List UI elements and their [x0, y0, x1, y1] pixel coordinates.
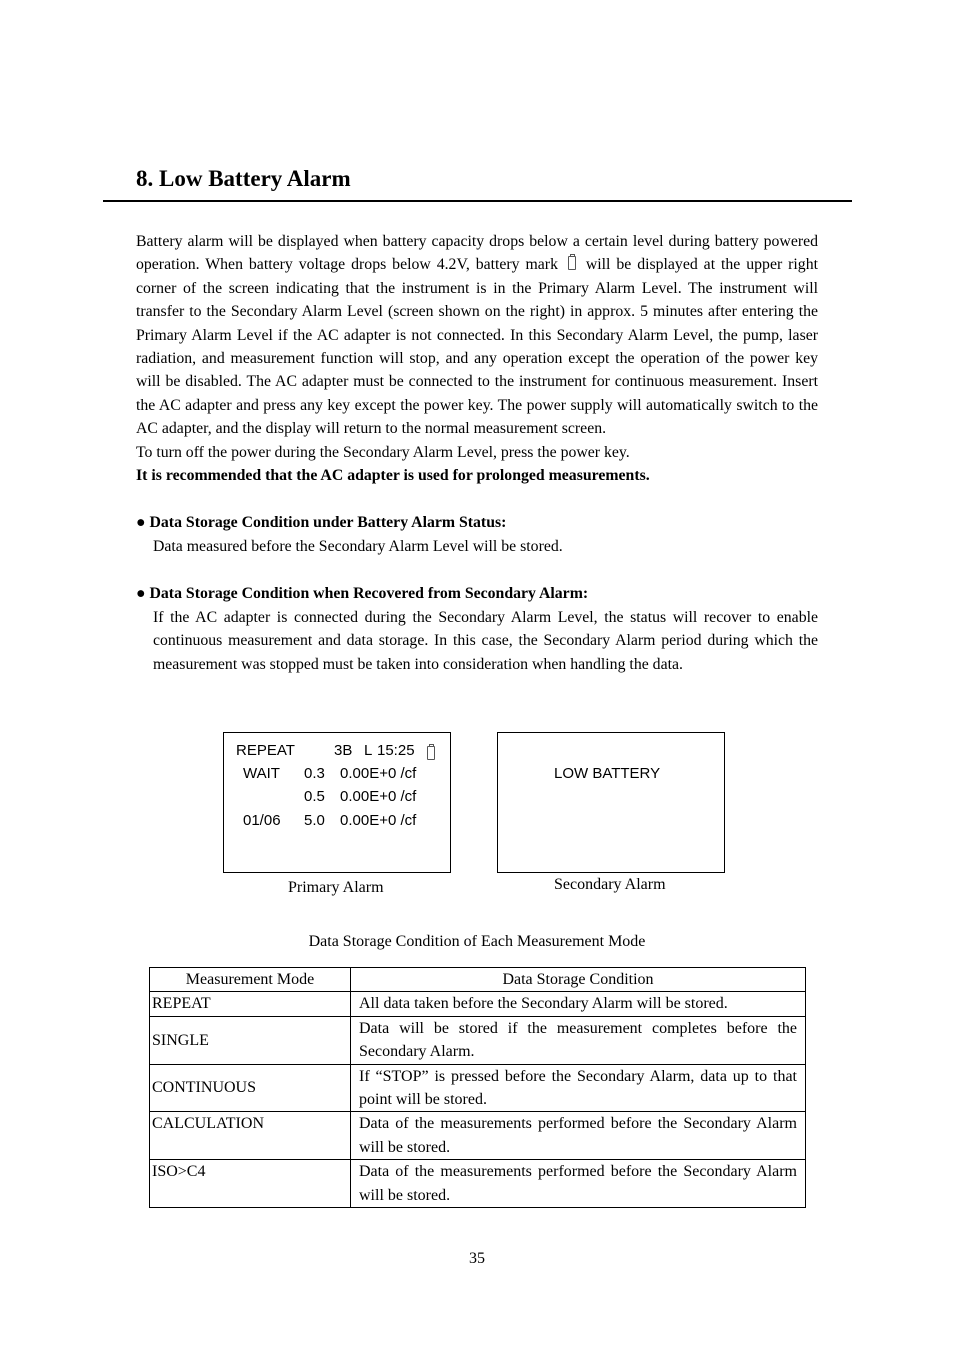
- table-row: [150, 992, 806, 1016]
- primary-alarm-caption: Primary Alarm: [288, 879, 384, 896]
- battery-icon: [568, 256, 576, 270]
- screen-status: WAIT: [243, 765, 280, 782]
- mode-cell: CALCULATION: [150, 1112, 351, 1160]
- table-header: Data Storage Condition: [351, 968, 806, 992]
- screen-value: 0.00E+0 /cf: [340, 788, 417, 805]
- primary-alarm-screen: [223, 732, 451, 873]
- secondary-alarm-screen: [497, 732, 725, 873]
- battery-icon: [427, 746, 435, 760]
- page-number: 35: [469, 1250, 485, 1267]
- intro-text-1: Battery alarm will be displayed when battery capacity drops below a certain level during battery powered operation. When battery voltage drops below 4.2V, battery mark: [136, 233, 818, 274]
- table-row: [150, 1016, 806, 1064]
- table-row: [150, 1064, 806, 1112]
- recommendation-note: It is recommended that the AC adapter is used for prolonged measurements.: [136, 467, 650, 485]
- condition-cell: All data taken before the Secondary Alarm will be stored.: [351, 992, 806, 1016]
- screen-size: 0.3: [304, 765, 325, 782]
- screen-size: 0.5: [304, 788, 325, 805]
- bullet-icon: ●: [136, 514, 146, 532]
- screen-time: 15:25: [377, 742, 415, 759]
- table-header-row: [150, 968, 806, 992]
- section-title: 8. Low Battery Alarm: [136, 166, 351, 191]
- screen-channel: 3B: [334, 742, 353, 759]
- body-text: [136, 230, 818, 676]
- screen-value: 0.00E+0 /cf: [340, 812, 417, 829]
- screen-mode: REPEAT: [236, 742, 295, 759]
- table-row: [150, 1160, 806, 1208]
- screen-flag: L: [364, 742, 373, 759]
- condition-cell: Data of the measurements performed before the Secondary Alarm will be stored.: [351, 1160, 806, 1208]
- condition-cell: If “STOP” is pressed before the Secondary Alarm, data up to that point will be stored.: [351, 1064, 806, 1112]
- screen-date: 01/06: [243, 812, 281, 829]
- screen-value: 0.00E+0 /cf: [340, 765, 417, 782]
- intro-paragraph: [136, 230, 818, 441]
- bullet-text: If the AC adapter is connected during the Secondary Alarm Level, the status will recover to enable continuous measurement and data storage. In this case, the Secondary Alarm period during which the measurement was stopped must be taken into consideration when handling the data.: [153, 608, 818, 673]
- bullet-text: Data measured before the Secondary Alarm Level will be stored.: [153, 537, 563, 555]
- bullet-heading: ● Data Storage Condition under Battery Alarm Status:: [136, 514, 507, 532]
- condition-cell: Data of the measurements performed before the Secondary Alarm will be stored.: [351, 1112, 806, 1160]
- secondary-alarm-caption: Secondary Alarm: [554, 876, 666, 893]
- title-rule: [103, 200, 852, 202]
- table-header: Measurement Mode: [150, 968, 351, 992]
- power-off-note: To turn off the power during the Secondary Alarm Level, press the power key.: [136, 443, 630, 461]
- condition-cell: Data will be stored if the measurement completes before the Secondary Alarm.: [351, 1016, 806, 1064]
- bullet-heading: ● Data Storage Condition when Recovered from Secondary Alarm:: [136, 585, 589, 603]
- screen-size: 5.0: [304, 812, 325, 829]
- low-battery-message: LOW BATTERY: [554, 765, 661, 782]
- mode-cell: SINGLE: [150, 1016, 351, 1064]
- intro-text-2: will be displayed at the upper right corner of the screen indicating that the instrument is in the Primary Alarm Level. The instrument will transfer to the Secondary Alarm Level (screen shown on the right) in approx. 5 minutes after entering the Primary Alarm Level if the AC adapter is not connected. In this Secondary Alarm Level, the pump, laser radiation, and measurement function will stop, and any operation except the operation of the power key will be disabled. The AC adapter must be connected to the instrument for continuous measurement. Insert the AC adapter and press any key except the power key. The power supply will automatically switch to the AC adapter, and the display will return to the normal measurement screen.: [136, 256, 818, 438]
- mode-cell: ISO>C4: [150, 1160, 351, 1208]
- bullet-icon: ●: [136, 585, 146, 603]
- mode-cell: REPEAT: [150, 992, 351, 1016]
- table-row: [150, 1112, 806, 1160]
- storage-condition-table: [149, 967, 806, 1208]
- mode-cell: CONTINUOUS: [150, 1064, 351, 1112]
- table-caption: Data Storage Condition of Each Measurement Mode: [308, 933, 646, 950]
